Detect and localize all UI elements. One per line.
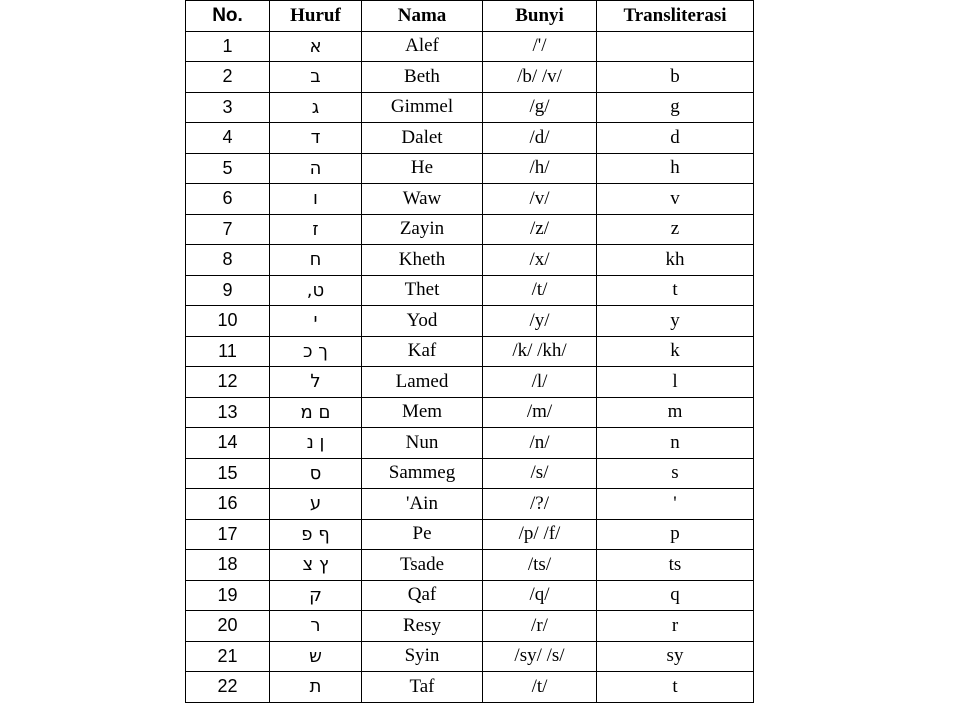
cell-transliterasi: r	[597, 611, 754, 642]
cell-transliterasi: h	[597, 153, 754, 184]
cell-huruf: ט,	[270, 275, 362, 306]
table-row	[186, 611, 754, 642]
cell-huruf: י	[270, 306, 362, 337]
table-row	[186, 306, 754, 337]
cell-huruf: ק	[270, 580, 362, 611]
cell-no: 5	[186, 153, 270, 184]
cell-nama: Waw	[362, 184, 483, 215]
cell-huruf: ז	[270, 214, 362, 245]
cell-no: 14	[186, 428, 270, 459]
cell-transliterasi: g	[597, 92, 754, 123]
cell-transliterasi: v	[597, 184, 754, 215]
cell-bunyi: /d/	[483, 123, 597, 154]
header-huruf: Huruf	[270, 1, 362, 32]
header-no: No.	[186, 1, 270, 32]
table-row	[186, 245, 754, 276]
header-nama: Nama	[362, 1, 483, 32]
table-row	[186, 641, 754, 672]
cell-bunyi: /s/	[483, 458, 597, 489]
cell-nama: Sammeg	[362, 458, 483, 489]
cell-huruf: ץ צ	[270, 550, 362, 581]
cell-nama: Gimmel	[362, 92, 483, 123]
cell-no: 22	[186, 672, 270, 703]
table-row	[186, 580, 754, 611]
cell-bunyi: /l/	[483, 367, 597, 398]
cell-no: 10	[186, 306, 270, 337]
cell-nama: Pe	[362, 519, 483, 550]
cell-no: 7	[186, 214, 270, 245]
cell-nama: Beth	[362, 62, 483, 93]
cell-bunyi: /y/	[483, 306, 597, 337]
cell-transliterasi: q	[597, 580, 754, 611]
cell-huruf: ן נ	[270, 428, 362, 459]
table-row	[186, 672, 754, 703]
cell-huruf: ס	[270, 458, 362, 489]
cell-huruf: ף פ	[270, 519, 362, 550]
cell-bunyi: /?/	[483, 489, 597, 520]
table-row	[186, 428, 754, 459]
cell-transliterasi: s	[597, 458, 754, 489]
table-row	[186, 550, 754, 581]
cell-transliterasi	[597, 31, 754, 62]
cell-no: 16	[186, 489, 270, 520]
cell-transliterasi: '	[597, 489, 754, 520]
hebrew-alphabet-table	[185, 0, 754, 703]
cell-no: 2	[186, 62, 270, 93]
cell-huruf: ב	[270, 62, 362, 93]
cell-nama: Yod	[362, 306, 483, 337]
cell-no: 4	[186, 123, 270, 154]
table-row	[186, 397, 754, 428]
cell-no: 13	[186, 397, 270, 428]
cell-no: 6	[186, 184, 270, 215]
cell-nama: Lamed	[362, 367, 483, 398]
cell-huruf: ך כ	[270, 336, 362, 367]
cell-huruf: ם מ	[270, 397, 362, 428]
cell-nama: Qaf	[362, 580, 483, 611]
cell-no: 17	[186, 519, 270, 550]
cell-huruf: ח	[270, 245, 362, 276]
cell-bunyi: /z/	[483, 214, 597, 245]
cell-transliterasi: y	[597, 306, 754, 337]
cell-no: 19	[186, 580, 270, 611]
cell-nama: 'Ain	[362, 489, 483, 520]
cell-nama: Tsade	[362, 550, 483, 581]
cell-transliterasi: b	[597, 62, 754, 93]
table-row	[186, 62, 754, 93]
table-row	[186, 367, 754, 398]
cell-huruf: א	[270, 31, 362, 62]
table-row	[186, 31, 754, 62]
header-transliterasi: Transliterasi	[597, 1, 754, 32]
table-body	[186, 31, 754, 702]
cell-nama: Alef	[362, 31, 483, 62]
cell-huruf: ג	[270, 92, 362, 123]
cell-no: 21	[186, 641, 270, 672]
table-header-row	[186, 1, 754, 32]
cell-no: 20	[186, 611, 270, 642]
cell-huruf: ת	[270, 672, 362, 703]
cell-nama: Dalet	[362, 123, 483, 154]
cell-no: 18	[186, 550, 270, 581]
header-bunyi: Bunyi	[483, 1, 597, 32]
cell-no: 8	[186, 245, 270, 276]
cell-bunyi: /r/	[483, 611, 597, 642]
cell-huruf: ש	[270, 641, 362, 672]
cell-no: 11	[186, 336, 270, 367]
table-row	[186, 123, 754, 154]
cell-no: 9	[186, 275, 270, 306]
cell-nama: Thet	[362, 275, 483, 306]
cell-transliterasi: kh	[597, 245, 754, 276]
cell-nama: Nun	[362, 428, 483, 459]
cell-bunyi: /b/ /v/	[483, 62, 597, 93]
cell-bunyi: /g/	[483, 92, 597, 123]
table-row	[186, 458, 754, 489]
cell-bunyi: /m/	[483, 397, 597, 428]
cell-transliterasi: k	[597, 336, 754, 367]
cell-bunyi: /q/	[483, 580, 597, 611]
cell-nama: He	[362, 153, 483, 184]
hebrew-alphabet-table-container	[185, 0, 753, 703]
cell-transliterasi: p	[597, 519, 754, 550]
cell-transliterasi: d	[597, 123, 754, 154]
table-row	[186, 214, 754, 245]
cell-transliterasi: t	[597, 672, 754, 703]
cell-nama: Zayin	[362, 214, 483, 245]
table-row	[186, 489, 754, 520]
cell-nama: Resy	[362, 611, 483, 642]
table-row	[186, 519, 754, 550]
cell-huruf: ר	[270, 611, 362, 642]
cell-huruf: ד	[270, 123, 362, 154]
cell-bunyi: /n/	[483, 428, 597, 459]
cell-no: 1	[186, 31, 270, 62]
cell-transliterasi: sy	[597, 641, 754, 672]
cell-bunyi: /v/	[483, 184, 597, 215]
cell-huruf: ו	[270, 184, 362, 215]
table-row	[186, 92, 754, 123]
cell-nama: Kaf	[362, 336, 483, 367]
cell-no: 3	[186, 92, 270, 123]
cell-bunyi: /p/ /f/	[483, 519, 597, 550]
cell-bunyi: /h/	[483, 153, 597, 184]
cell-transliterasi: z	[597, 214, 754, 245]
table-row	[186, 153, 754, 184]
cell-no: 15	[186, 458, 270, 489]
cell-nama: Syin	[362, 641, 483, 672]
cell-no: 12	[186, 367, 270, 398]
cell-nama: Kheth	[362, 245, 483, 276]
table-row	[186, 336, 754, 367]
cell-bunyi: /ts/	[483, 550, 597, 581]
cell-transliterasi: n	[597, 428, 754, 459]
cell-huruf: ה	[270, 153, 362, 184]
cell-nama: Mem	[362, 397, 483, 428]
cell-bunyi: /k/ /kh/	[483, 336, 597, 367]
cell-bunyi: /'/	[483, 31, 597, 62]
table-row	[186, 184, 754, 215]
cell-transliterasi: m	[597, 397, 754, 428]
cell-bunyi: /sy/ /s/	[483, 641, 597, 672]
cell-transliterasi: t	[597, 275, 754, 306]
cell-huruf: ל	[270, 367, 362, 398]
cell-bunyi: /t/	[483, 275, 597, 306]
cell-nama: Taf	[362, 672, 483, 703]
cell-bunyi: /x/	[483, 245, 597, 276]
cell-huruf: ע	[270, 489, 362, 520]
cell-transliterasi: l	[597, 367, 754, 398]
cell-bunyi: /t/	[483, 672, 597, 703]
cell-transliterasi: ts	[597, 550, 754, 581]
table-row	[186, 275, 754, 306]
